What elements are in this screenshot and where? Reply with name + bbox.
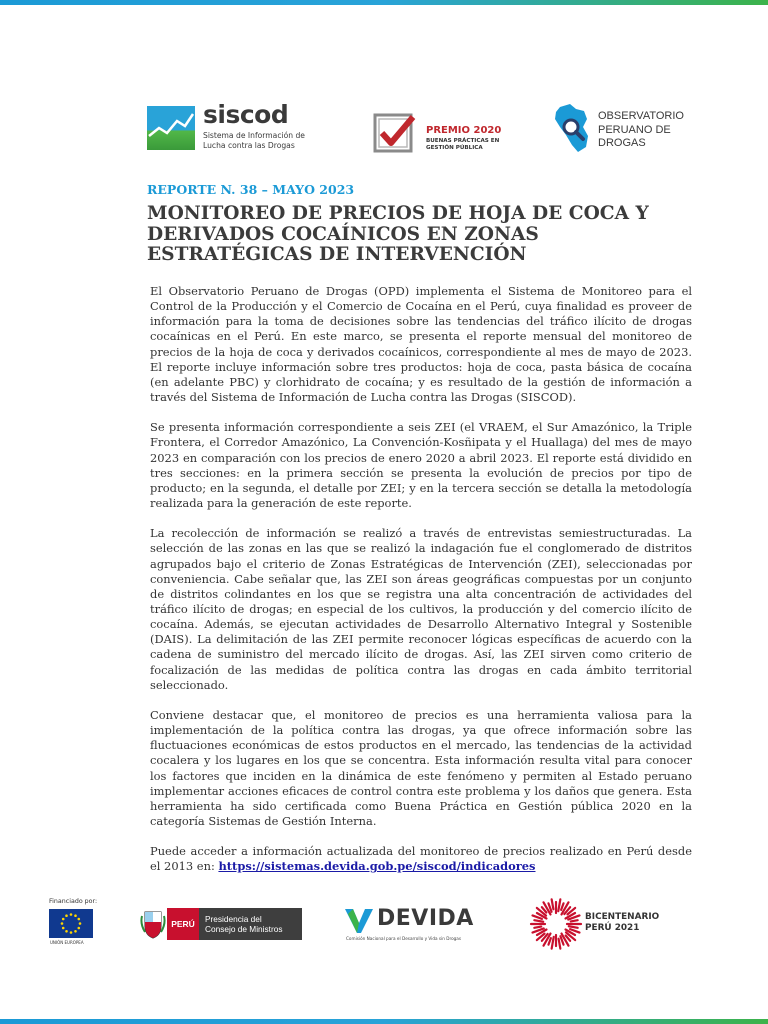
- pcm-line-1: Presidencia del: [205, 914, 262, 924]
- eu-star: [61, 922, 64, 925]
- eu-star: [74, 914, 77, 917]
- access-paragraph: [150, 844, 692, 874]
- report-title: MONITOREO DE PRECIOS DE HOJA DE COCA Y DERIVADOS COCAÍNICOS EN ZONAS ESTRATÉGICAS DE INTERVENCIÓN: [147, 203, 649, 265]
- opd-logo: [552, 103, 692, 155]
- eu-star: [70, 913, 73, 916]
- eu-star: [70, 931, 73, 934]
- siscod-wordmark: siscod: [203, 100, 289, 129]
- eu-star: [62, 927, 65, 930]
- siscod-logo: [147, 100, 317, 152]
- eu-star: [62, 918, 65, 921]
- indicadores-link[interactable]: https://sistemas.devida.gob.pe/siscod/indicadores: [218, 859, 536, 874]
- importance-paragraph: Conviene destacar que, el monitoreo de precios es una herramienta valiosa para la implementación de la política contra las drogas, ya que ofrece información sobre las fluctuaciones económicas de estos productos en el mercado, las tendencias de la actividad cocalera y los lugares en los que se concentra. Esta información resulta vital para conocer los factores que inciden en la dinámica de este fenómeno y permiten al Estado peruano implementar acciones eficaces de control contra este problema y los daños que genera. Esta herramienta ha sido certificada como Buena Práctica en Gestión pública 2020 en la categoría Sistemas de Gestión Interna.: [150, 707, 692, 828]
- top-accent-bar: [0, 0, 768, 5]
- bicentenario-text: [585, 912, 659, 934]
- devida-mountain-icon: [344, 906, 374, 934]
- premio-subtitle: BUENAS PRÁCTICAS EN GESTIÓN PÚBLICA: [426, 138, 500, 151]
- devida-subtitle: Comisión Nacional para el Desarrollo y Vida sin Drogas: [346, 936, 462, 941]
- bicentenario-ray: [552, 937, 554, 949]
- bicentenario-ray: [558, 899, 560, 911]
- bicentenario-logo: [527, 895, 677, 955]
- bicentenario-ray: [569, 926, 578, 928]
- peru-badge: PERÚ: [167, 908, 199, 940]
- bicentenario-ray: [552, 899, 554, 909]
- pcm-logo: [140, 908, 302, 940]
- funded-by-label: Financiado por:: [49, 898, 98, 905]
- bicentenario-ray: [571, 920, 578, 921]
- report-body: [150, 284, 692, 889]
- access-text: Puede acceder a información actualizada del monitoreo de precios realizado en Perú desde el 2013 en:: [150, 844, 692, 874]
- checkmark-badge-icon: [373, 111, 417, 155]
- zei-paragraph: Se presenta información correspondiente a seis ZEI (el VRAEM, el Sur Amazónico, la Triple Frontera, el Corredor Amazónico, La Convención-Kosñipata y el Huallaga) del mes de mayo 2023 en comparación con los precios de enero 2020 a abril 2023. El reporte está dividido en tres secciones: en la primera sección se presenta la evolución de precios por tipo de producto; en la segunda, el detalle por ZEI; y en la tercera sección se detalla la metodología realizada para la generación de este reporte.: [150, 420, 692, 511]
- bicentenario-starburst-icon: [527, 895, 585, 953]
- opd-line-3: DROGAS: [598, 137, 646, 149]
- bottom-accent-bar: [0, 1019, 768, 1024]
- eu-star: [79, 922, 82, 925]
- eu-star: [74, 930, 77, 933]
- siscod-subtitle: Sistema de Información de Lucha contra las Drogas: [203, 131, 305, 150]
- eu-star: [77, 927, 80, 930]
- peru-coat-of-arms-icon: [140, 908, 166, 940]
- bicentenario-ray: [561, 903, 563, 910]
- intro-paragraph: El Observatorio Peruano de Drogas (OPD) implementa el Sistema de Monitoreo para el Control de la Producción y el Comercio de Cocaína en el Perú, cuya finalidad es proveer de información para la toma de decisiones sobre las tendencias del tráfico ilícito de drogas cocaínicas en el Perú. En este marco, se presenta el reporte mensual del monitoreo de precios de la hoja de coca y derivados cocaínicos, correspondiente al mes de mayo de 2023. El reporte incluye información sobre tres productos: hoja de coca, pasta básica de cocaína (en adelante PBC) y clorhidrato de cocaína; y es resultado de la gestión de información a través del Sistema de Información de Lucha contra las Drogas (SISCOD).: [150, 284, 692, 405]
- devida-wordmark: DEVIDA: [377, 906, 474, 931]
- bicentenario-ray: [548, 938, 550, 945]
- opd-name: [598, 110, 684, 151]
- bicentenario-ray: [559, 939, 561, 949]
- methodology-paragraph: La recolección de información se realizó a través de entrevistas semiestructuradas. La selección de las zonas en las que se realizó la indagación fue el conglomerado de distritos agrupados bajo el criterio de Zonas Estratégicas de Intervención (ZEI), seleccionadas por conveniencia. Cabe señalar que, las ZEI son áreas geográficas compuestas por un conjunto de distritos colindantes en los que se registra una alta concentración de actividades del tráfico ilícito de drogas; en especial de los cultivos, la producción y del comercio ilícito de cocaína. Además, se ejecutan actividades de Desarrollo Alternativo Integral y Sostenible (DAIS). La delimitación de las ZEI permite reconocer lógicas específicas de acuerdo con la cadena de suministro del mercado ilícito de drogas. Así, las ZEI sirven como criterio de focalización de las medidas de política contra las drogas en cada ámbito territorial seleccionado.: [150, 526, 692, 692]
- bicentenario-line-1: BICENTENARIO: [585, 912, 660, 922]
- opd-line-1: OBSERVATORIO: [598, 110, 684, 122]
- bicentenario-ray: [534, 920, 543, 922]
- eu-star: [65, 914, 68, 917]
- devida-logo: [344, 905, 489, 945]
- report-number-label: REPORTE N. 38 – MAYO 2023: [147, 182, 355, 197]
- bicentenario-line-2: PERÚ 2021: [585, 923, 640, 933]
- eu-star: [77, 918, 80, 921]
- siscod-chart-logo-icon: [147, 106, 195, 150]
- premio-2020-logo: [373, 111, 518, 155]
- eu-funding-logo: [47, 898, 107, 948]
- premio-title: PREMIO 2020: [426, 125, 502, 136]
- eu-star: [65, 930, 68, 933]
- bicentenario-ray: [534, 927, 541, 928]
- eu-name: UNIÓN EUROPEA: [50, 940, 84, 945]
- peru-map-magnifier-icon: [552, 103, 592, 153]
- pcm-line-2: Consejo de Ministros: [205, 924, 283, 934]
- eu-flag-icon: [49, 909, 93, 938]
- opd-line-2: PERUANO DE: [598, 123, 671, 136]
- pcm-name: [199, 908, 302, 940]
